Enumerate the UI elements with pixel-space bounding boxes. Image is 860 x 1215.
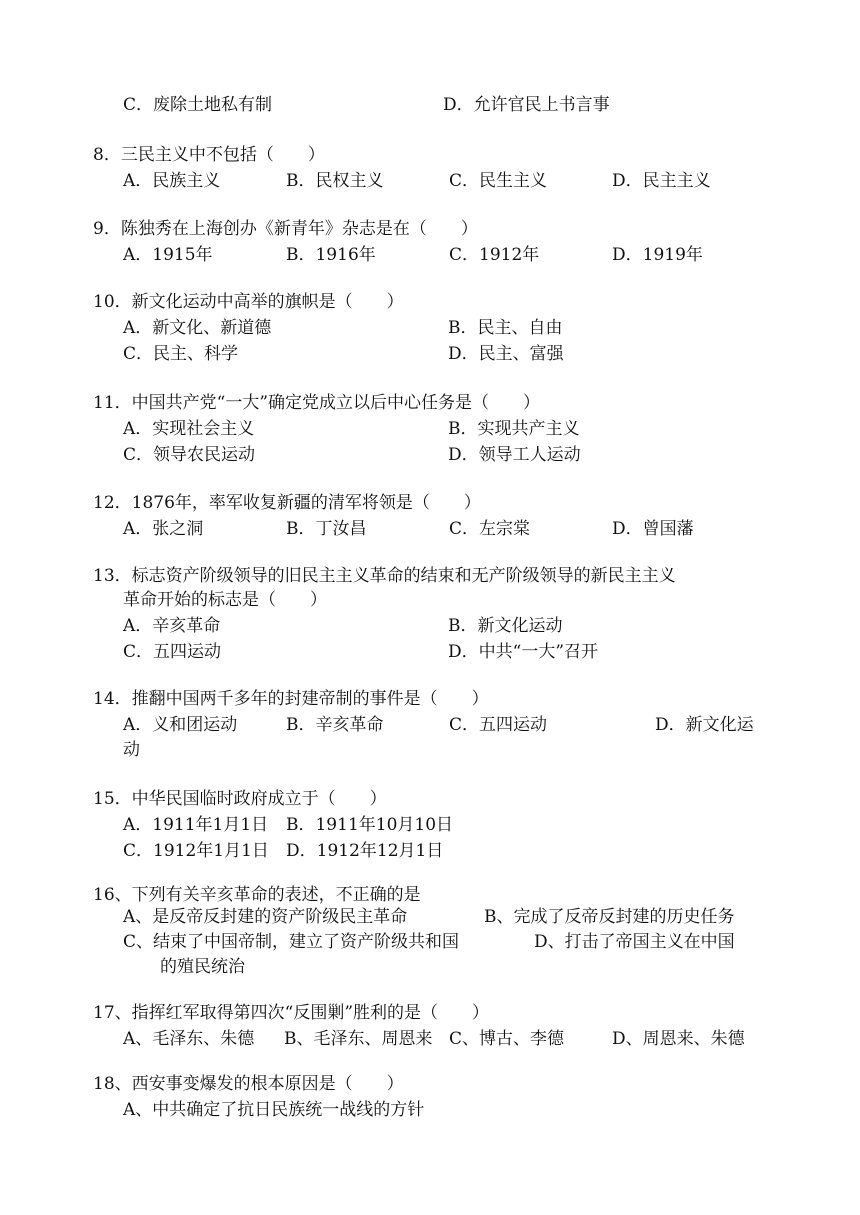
q16-option-d: D、打击了帝国主义在中国 bbox=[534, 932, 735, 952]
q12-option-c: C．左宗棠 bbox=[449, 519, 531, 539]
q13-stem-line2: 革命开始的标志是（ ） bbox=[123, 590, 327, 610]
q15-option-d: D．1912年12月1日 bbox=[286, 841, 444, 861]
q10-option-d: D．民主、富强 bbox=[448, 344, 564, 364]
q17-option-a: A、毛泽东、朱德 bbox=[123, 1029, 255, 1049]
q14-option-d-wrap: 动 bbox=[123, 740, 140, 760]
q18-stem: 18、西安事变爆发的根本原因是（ ） bbox=[93, 1074, 404, 1094]
q7-option-d: D．允许官民上书言事 bbox=[443, 95, 610, 115]
q14-option-d: D．新文化运 bbox=[655, 715, 754, 735]
q12-option-b: B．丁汝昌 bbox=[286, 519, 367, 539]
q12-option-d: D．曾国藩 bbox=[612, 519, 694, 539]
q14-option-b: B．辛亥革命 bbox=[286, 715, 384, 735]
q17-option-b: B、毛泽东、周恩来 bbox=[284, 1029, 433, 1049]
q13-stem-line1: 13．标志资产阶级领导的旧民主主义革命的结束和无产阶级领导的新民主主义 bbox=[93, 566, 676, 586]
q9-option-d: D．1919年 bbox=[612, 245, 703, 265]
q17-option-d: D、周恩来、朱德 bbox=[612, 1029, 745, 1049]
q16-option-b: B、完成了反帝反封建的历史任务 bbox=[484, 907, 735, 927]
q14-stem: 14．推翻中国两千多年的封建帝制的事件是（ ） bbox=[93, 689, 489, 709]
q16-stem: 16、下列有关辛亥革命的表述，不正确的是 bbox=[93, 885, 421, 905]
q15-stem: 15．中华民国临时政府成立于（ ） bbox=[93, 789, 387, 809]
q14-option-a: A．义和团运动 bbox=[123, 715, 238, 735]
q11-stem: 11．中国共产党“一大”确定党成立以后中心任务是（ ） bbox=[93, 393, 541, 413]
q10-option-c: C．民主、科学 bbox=[123, 344, 239, 364]
q11-option-b: B．实现共产主义 bbox=[448, 419, 580, 439]
q14-option-c: C．五四运动 bbox=[449, 715, 548, 735]
q15-option-a: A．1911年1月1日 bbox=[123, 815, 269, 835]
q11-option-a: A．实现社会主义 bbox=[123, 419, 255, 439]
q9-stem: 9．陈独秀在上海创办《新青年》杂志是在（ ） bbox=[93, 219, 478, 239]
q9-option-b: B．1916年 bbox=[286, 245, 376, 265]
q7-option-c: C．废除土地私有制 bbox=[123, 95, 273, 115]
q9-option-a: A．1915年 bbox=[123, 245, 213, 265]
q17-stem: 17、指挥红军取得第四次“反围剿”胜利的是（ ） bbox=[93, 1003, 490, 1023]
q13-option-c: C．五四运动 bbox=[123, 642, 222, 662]
q8-option-d: D．民主主义 bbox=[612, 171, 711, 191]
q18-option-a: A、中共确定了抗日民族统一战线的方针 bbox=[123, 1100, 425, 1120]
q8-stem: 8．三民主义中不包括（ ） bbox=[93, 145, 325, 165]
q10-stem: 10．新文化运动中高举的旗帜是（ ） bbox=[93, 292, 404, 312]
q10-option-b: B．民主、自由 bbox=[448, 318, 563, 338]
q15-option-b: B．1911年10月10日 bbox=[286, 815, 454, 835]
q12-stem: 12．1876年，率军收复新疆的清军将领是（ ） bbox=[93, 493, 481, 513]
q8-option-b: B．民权主义 bbox=[286, 171, 384, 191]
q13-option-b: B．新文化运动 bbox=[448, 616, 563, 636]
q11-option-d: D．领导工人运动 bbox=[448, 445, 581, 465]
q8-option-a: A．民族主义 bbox=[123, 171, 221, 191]
q16-option-c: C、结束了中国帝制，建立了资产阶级共和国 bbox=[123, 932, 460, 952]
q15-option-c: C．1912年1月1日 bbox=[123, 841, 269, 861]
q16-option-a: A、是反帝反封建的资产阶级民主革命 bbox=[123, 907, 408, 927]
q17-option-c: C、博古、李德 bbox=[449, 1029, 565, 1049]
q13-option-d: D．中共“一大”召开 bbox=[448, 642, 599, 662]
q8-option-c: C．民生主义 bbox=[449, 171, 548, 191]
q13-option-a: A．辛亥革命 bbox=[123, 616, 221, 636]
q16-option-d-wrap: 的殖民统治 bbox=[160, 957, 245, 977]
q12-option-a: A．张之洞 bbox=[123, 519, 204, 539]
q11-option-c: C．领导农民运动 bbox=[123, 445, 256, 465]
q9-option-c: C．1912年 bbox=[449, 245, 540, 265]
q10-option-a: A．新文化、新道德 bbox=[123, 318, 272, 338]
